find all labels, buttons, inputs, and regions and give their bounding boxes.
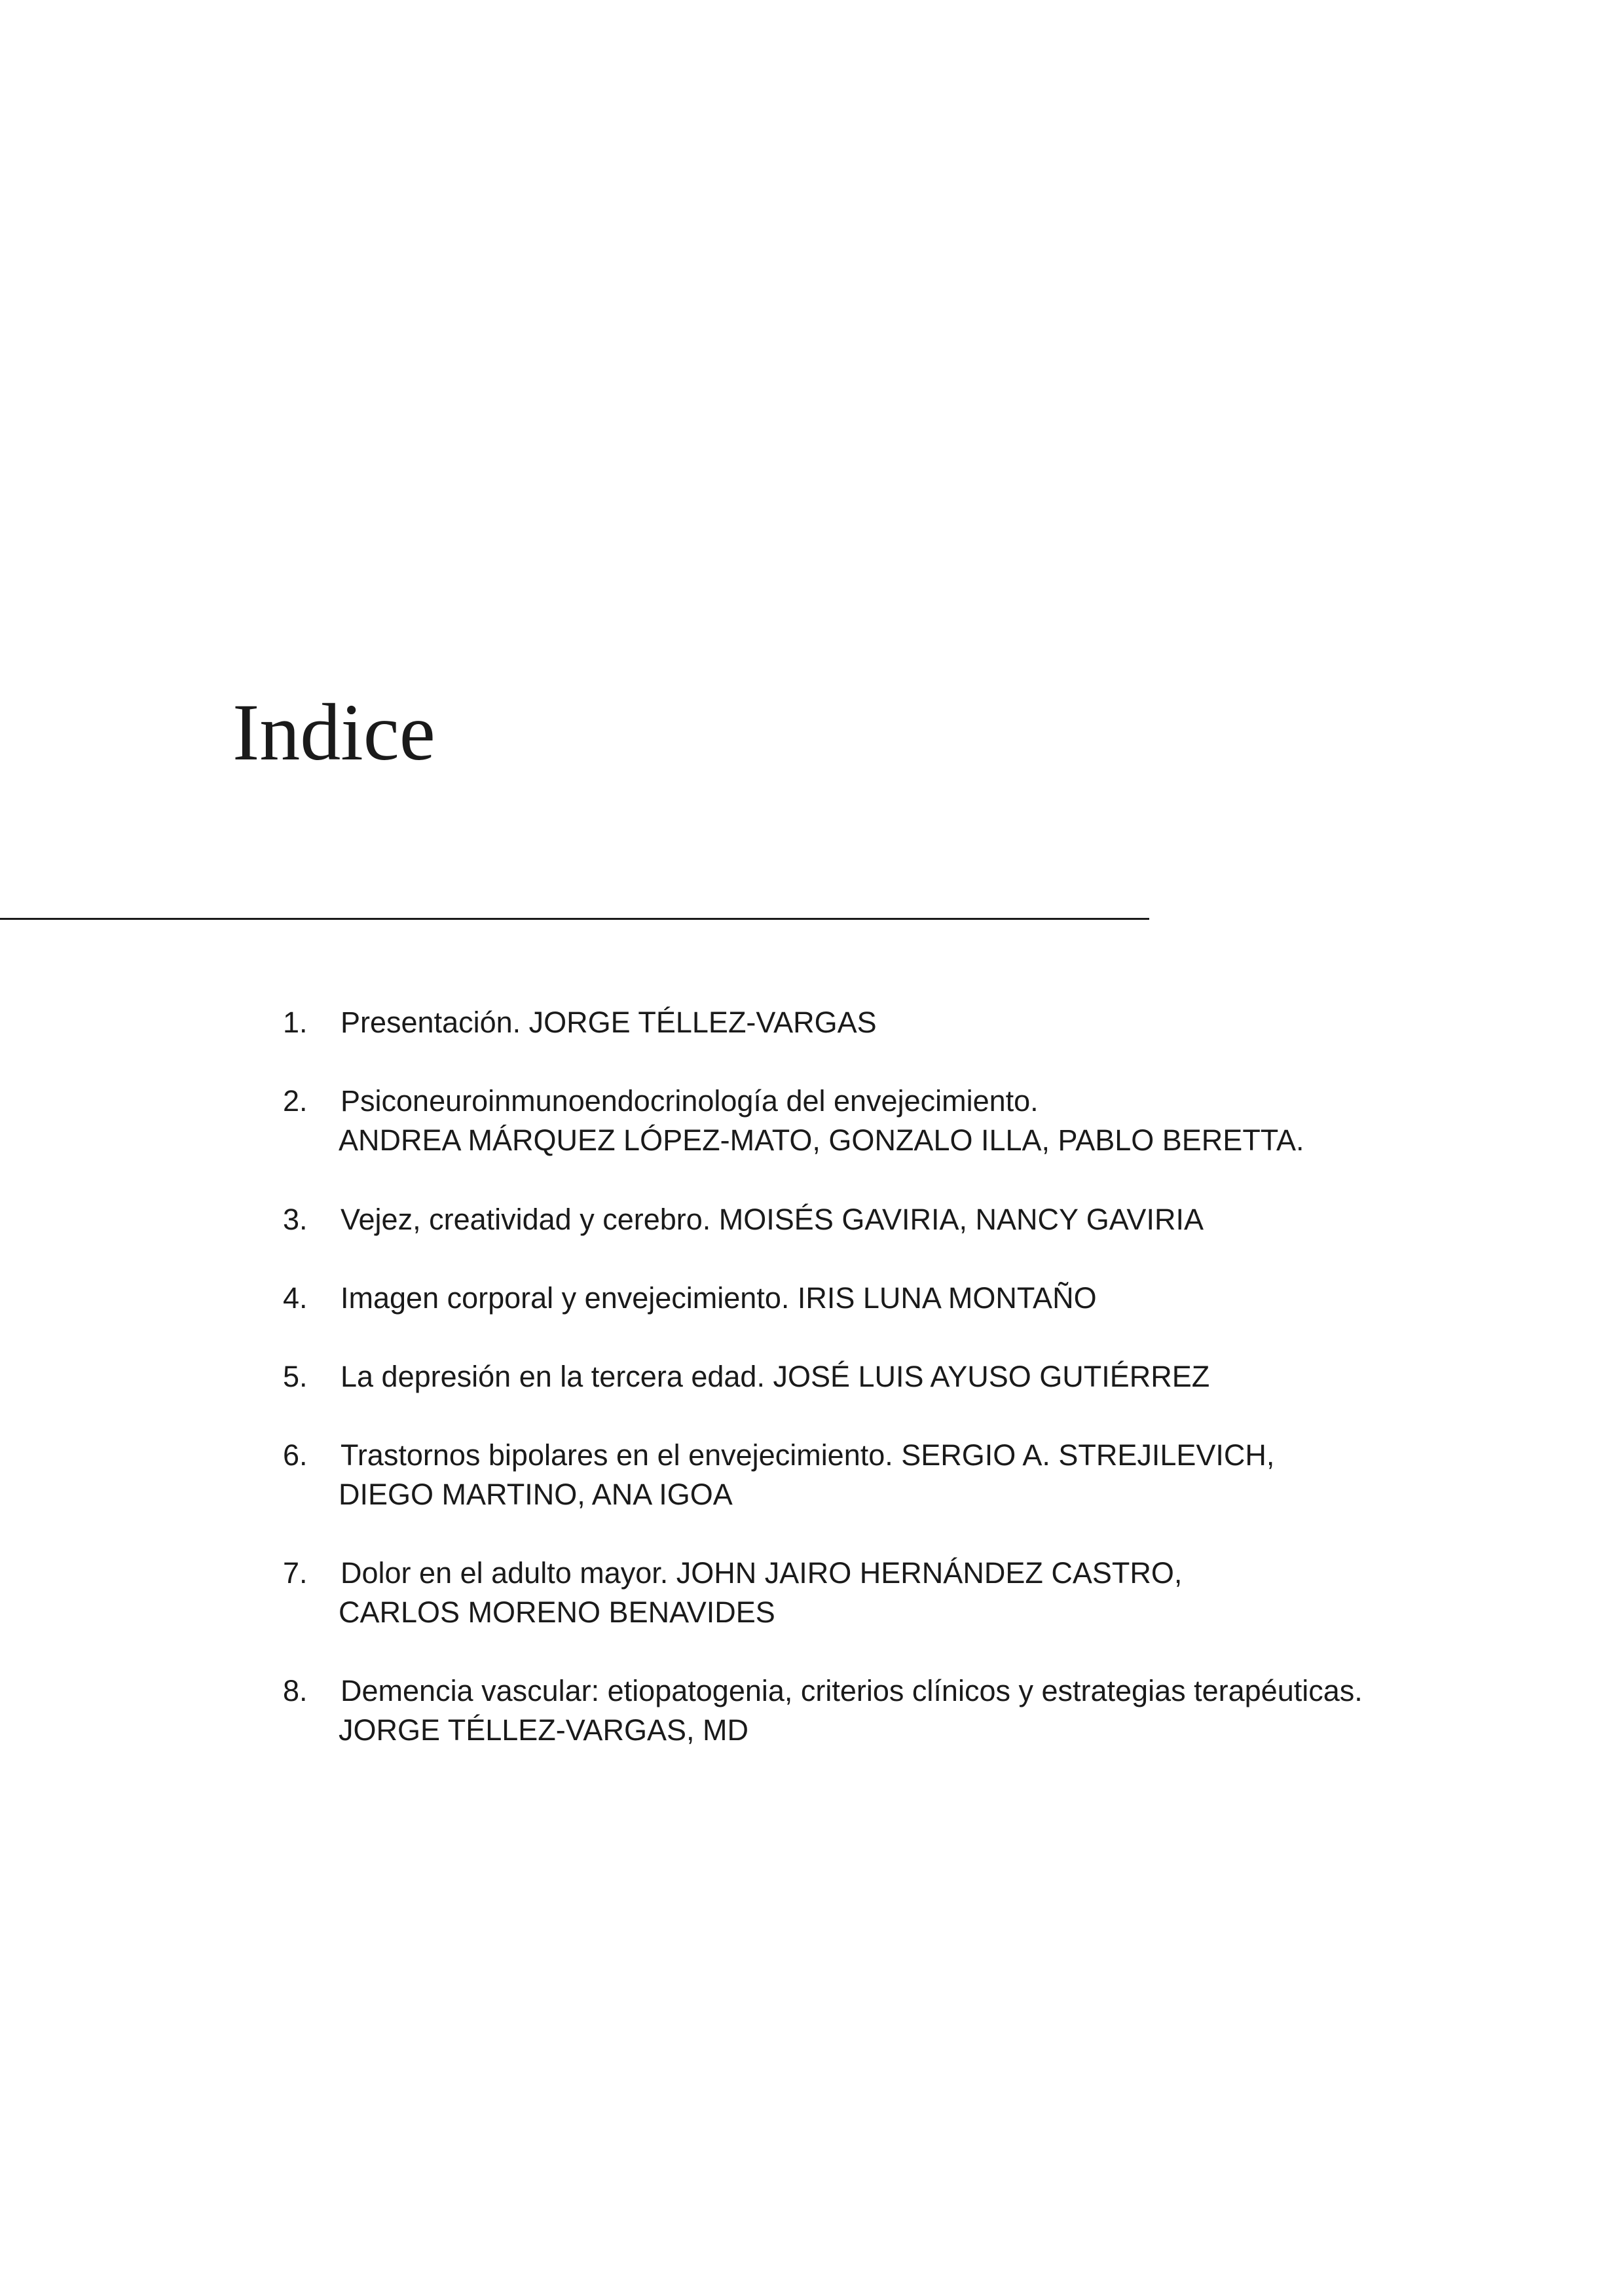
entry-number: 7.	[283, 1556, 308, 1590]
entry-title: Presentación. JORGE TÉLLEZ-VARGAS	[341, 1006, 877, 1039]
entry-text	[341, 1436, 1585, 1514]
entry-title: Demencia vascular: etiopatogenia, criterios clínicos y estrategias terapéuticas.	[341, 1674, 1363, 1707]
entry-authors: DIEGO MARTINO, ANA IGOA	[339, 1478, 733, 1511]
entry-text	[341, 1082, 1585, 1160]
entry-title: Psiconeuroinmunoendocrinología del envejecimiento.	[341, 1084, 1039, 1118]
entry-title: Vejez, creatividad y cerebro. MOISÉS GAVIRIA, NANCY GAVIRIA	[341, 1203, 1204, 1236]
entry-text	[341, 1554, 1585, 1632]
entry-text	[341, 1003, 1585, 1042]
entry-authors: CARLOS MORENO BENAVIDES	[339, 1595, 775, 1629]
entry-title: Dolor en el adulto mayor. JOHN JAIRO HERNÁNDEZ CASTRO,	[341, 1556, 1183, 1590]
entry-number: 6.	[283, 1438, 308, 1472]
entry-title: Imagen corporal y envejecimiento. IRIS LUNA MONTAÑO	[341, 1281, 1097, 1315]
entry-authors: ANDREA MÁRQUEZ LÓPEZ-MATO, GONZALO ILLA, PABLO BERETTA.	[339, 1123, 1304, 1157]
entry-title: La depresión en la tercera edad. JOSÉ LUIS AYUSO GUTIÉRREZ	[341, 1360, 1210, 1393]
entry-text	[341, 1200, 1585, 1239]
entry-number: 8.	[283, 1674, 308, 1707]
entry-number: 1.	[283, 1006, 308, 1039]
entry-authors: JORGE TÉLLEZ-VARGAS, MD	[339, 1713, 748, 1747]
entry-number: 4.	[283, 1281, 308, 1315]
entry-number: 2.	[283, 1084, 308, 1118]
page-title: Indice	[232, 687, 435, 777]
entry-text	[341, 1357, 1585, 1396]
entry-text	[341, 1279, 1585, 1318]
entry-number: 5.	[283, 1360, 308, 1393]
entry-title: Trastornos bipolares en el envejecimiento. SERGIO A. STREJILEVICH,	[341, 1438, 1275, 1472]
entry-text	[341, 1671, 1585, 1750]
entry-number: 3.	[283, 1203, 308, 1236]
